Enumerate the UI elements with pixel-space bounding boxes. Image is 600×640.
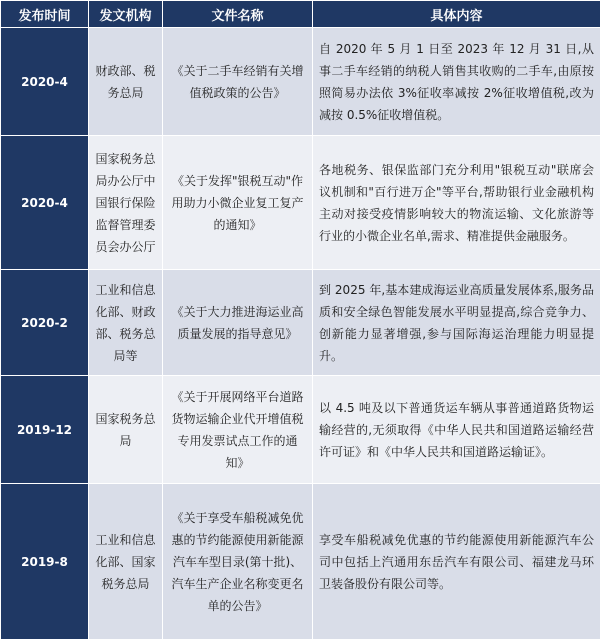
- org-cell: 国家税务总局: [89, 376, 163, 484]
- header-content: 具体内容: [313, 1, 600, 28]
- org-cell: 财政部、税务总局: [89, 28, 163, 136]
- content-cell: 以 4.5 吨及以下普通货运车辆从事普通道路货物运输经营的,无须取得《中华人民共和国道路运输经营许可证》和《中华人民共和国道路运输证》。: [313, 376, 600, 484]
- table-row: [1, 270, 600, 376]
- date-cell: 2019-8: [1, 484, 89, 640]
- header-org: 发文机构: [89, 1, 163, 28]
- org-cell: 国家税务总局办公厅中国银行保险监督管理委员会办公厅: [89, 136, 163, 270]
- table-row: [1, 28, 600, 136]
- content-cell: 自 2020 年 5 月 1 日至 2023 年 12 月 31 日,从事二手车经销的纳税人销售其收购的二手车,由原按照简易办法依 3%征收率减按 2%征收增值税,改为减按 0.5%征收增值税。: [313, 28, 600, 136]
- header-name: 文件名称: [163, 1, 313, 28]
- name-cell: 《关于开展网络平台道路货物运输企业代开增值税专用发票试点工作的通知》: [163, 376, 313, 484]
- name-cell: 《关于享受车船税减免优惠的节约能源使用新能源汽车车型目录(第十批)、汽车生产企业名称变更名单的公告》: [163, 484, 313, 640]
- content-cell: 各地税务、银保监部门充分利用"银税互动"联席会议机制和"百行进万企"等平台,帮助银行业金融机构主动对接受疫情影响较大的物流运输、文化旅游等行业的小微企业名单,需求、精准提供金融服务。: [313, 136, 600, 270]
- header-date: 发布时间: [1, 1, 89, 28]
- table-row: [1, 136, 600, 270]
- content-cell: 享受车船税减免优惠的节约能源使用新能源汽车公司中包括上汽通用东岳汽车有限公司、福建龙马环卫装备股份有限公司等。: [313, 484, 600, 640]
- table-row: [1, 376, 600, 484]
- date-cell: 2020-2: [1, 270, 89, 376]
- name-cell: 《关于大力推进海运业高质量发展的指导意见》: [163, 270, 313, 376]
- date-cell: 2019-12: [1, 376, 89, 484]
- content-cell: 到 2025 年,基本建成海运业高质量发展体系,服务品质和安全绿色智能发展水平明显提高,综合竞争力、创新能力显著增强,参与国际海运治理能力明显提升。: [313, 270, 600, 376]
- name-cell: 《关于发挥"银税互动"作用助力小微企业复工复产的通知》: [163, 136, 313, 270]
- table-row: [1, 484, 600, 640]
- date-cell: 2020-4: [1, 136, 89, 270]
- org-cell: 工业和信息化部、财政部、税务总局等: [89, 270, 163, 376]
- org-cell: 工业和信息化部、国家税务总局: [89, 484, 163, 640]
- date-cell: 2020-4: [1, 28, 89, 136]
- header-row: [1, 1, 600, 28]
- name-cell: 《关于二手车经销有关增值税政策的公告》: [163, 28, 313, 136]
